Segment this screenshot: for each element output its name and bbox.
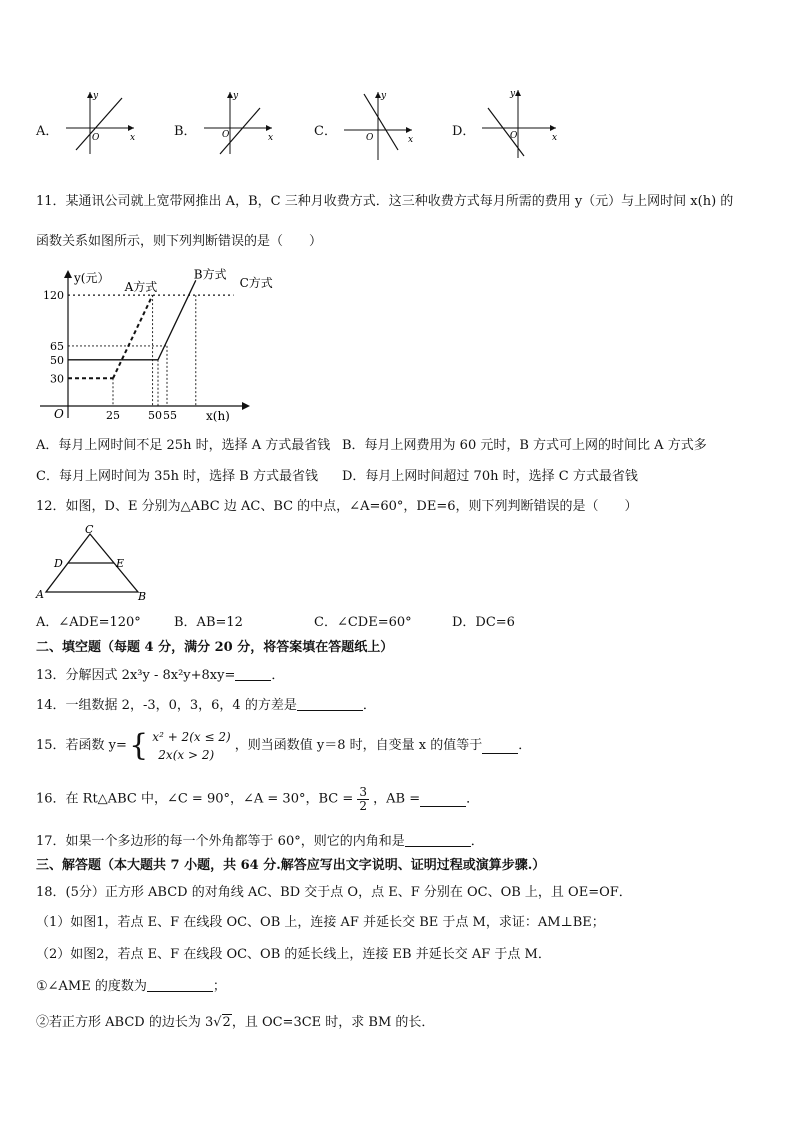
q16-text-2: ，AB = [373,791,421,807]
q14-text: 14．一组数据 2，-3，0，3，6，4 的方差是 [36,698,297,713]
axis-y-label: y [381,91,387,101]
axis-y-label: y [93,91,99,101]
q10-option-a-label: A． [36,124,59,139]
q13-answer-blank[interactable] [235,666,271,681]
axis-x-label: x [552,133,558,143]
q11-option-d: D．每月上网时间超过 70h 时，选择 C 方式最省钱 [342,469,638,484]
q11-stem-line1: 11．某通讯公司就上宽带网推出 A，B，C 三种月收费方式．这三种收费方式每月所需的费用 y（元）与上网时间 x(h) 的 [36,194,734,209]
axis-x-label: x [130,133,136,143]
vertex-label-c: C [85,523,94,536]
q18-part-2-2-text: ②若正方形 ABCD 的边长为 3 [36,1015,214,1030]
q18-part-2-1-end: ； [212,979,226,994]
q12-option-d: D．DC=6 [452,615,515,630]
axis-x-label: x [408,135,414,145]
origin-label: O [92,133,100,143]
vertex-label-a: A [36,588,44,601]
q10-graph-c [340,88,418,162]
x-tick-label: 25 [106,409,120,422]
q18-answer-blank[interactable] [147,977,213,992]
q16-text: 16．在 Rt△ABC 中，∠C = 90°，∠A = 30°，BC = [36,791,354,807]
q13-end: ． [271,668,285,683]
q12-option-c: C．∠CDE=60° [314,615,412,630]
y-tick-label: 65 [50,339,64,353]
q18-part-2-2-text-2: ，且 OC=3CE 时，求 BM 的长． [231,1015,435,1030]
q15-end: ． [518,738,532,753]
section-2-heading: 二、填空题（每题 4 分，满分 20 分，将答案填在答题纸上） [36,640,394,655]
q15-case-1: x² + 2(x ≤ 2) [152,730,231,744]
y-tick-label: 30 [50,372,64,386]
vertex-label-b: B [138,590,147,603]
q18-stem: 18．(5分）正方形 ABCD 的对角线 AC、BD 交于点 O，点 E、F 分别在 OC、OB 上，且 OE=OF． [36,885,632,900]
q15-text: 15．若函数 y= [36,738,127,753]
q16-fraction-denominator: 2 [359,799,368,813]
q11-option-a: A．每月上网时间不足 25h 时，选择 A 方式最省钱 [36,438,331,453]
y-axis-arrow [64,270,72,278]
x-axis-arrow [242,402,250,410]
q17-answer-blank[interactable] [405,832,471,847]
q10-graph-b [200,88,278,158]
point-label-d: D [54,557,63,570]
q15-cases [152,728,230,764]
q16-answer-blank[interactable] [420,792,466,807]
q13-text: 13．分解因式 2x³y - 8x²y+8xy= [36,668,236,683]
series-label-2: B方式 [193,267,227,282]
point-label-e: E [116,557,125,570]
x-tick-label: 50 [148,409,162,422]
q17 [36,832,484,851]
q12-triangle-figure [34,524,154,602]
origin-label: O [366,133,374,143]
origin-label: O [510,131,518,141]
y-axis-label: y(元） [74,271,110,285]
q15-answer-blank[interactable] [482,739,518,754]
q14 [36,696,376,715]
q15-text-2: ，则当函数值 y＝8 时，自变量 x 的值等于 [234,738,483,753]
q18-part-1: （1）如图1，若点 E、F 在线段 OC、OB 上，连接 AF 并延长交 BE 于点 M，求证：AM⊥BE； [36,915,605,930]
series-1-segment [113,295,153,378]
axis-y-label: y [233,91,239,101]
q10-option-d-label: D． [452,124,476,139]
y-tick-label: 120 [43,289,64,303]
sqrt-radicand: 2 [222,1015,231,1030]
origin-label: O [222,130,230,140]
q12-option-b: B．AB=12 [174,615,243,630]
x-axis-label: x(h) [206,409,230,423]
q10-option-b-label: B． [174,124,197,139]
q10-graph-d [478,86,562,160]
q17-text: 17．如果一个多边形的每一个外角都等于 60°，则它的内角和是 [36,834,405,849]
q15-case-2: 2x(x > 2) [158,748,215,762]
axis-y-label: y [510,89,516,99]
y-tick-label: 50 [50,353,64,367]
q16-fraction [357,786,369,813]
q18-part-2-2 [36,1014,434,1032]
q18-part-2: （2）如图2，若点 E、F 在线段 OC、OB 的延长线上，连接 EB 并延长交 AF 于点 M． [36,947,551,962]
q11-option-b: B．每月上网费用为 60 元时，B 方式可上网的时间比 A 方式多 [342,438,707,453]
series-label-1: A方式 [124,280,158,295]
axis-x-label: x [268,133,274,143]
q16-fraction-numerator: 3 [359,785,368,799]
q13 [36,666,284,685]
q16 [36,786,479,813]
q11-chart [36,262,273,424]
q15 [36,728,531,764]
q10-option-c-label: C． [314,124,337,139]
sqrt-sign: √ [213,1015,222,1030]
q12-stem: 12．如图，D、E 分别为△ABC 边 AC、BC 的中点，∠A=60°，DE=6，则下列判断错误的是（ ） [36,499,638,514]
q12-option-a: A．∠ADE=120° [36,615,141,630]
q11-stem-line2: 函数关系如图所示，则下列判断错误的是（ ） [36,234,323,249]
q14-answer-blank[interactable] [297,696,363,711]
q18-part-2-1-text: ①∠AME 的度数为 [36,979,147,994]
series-label-3: C方式 [239,276,273,291]
q18-part-2-1 [36,977,226,996]
x-tick-label: 55 [163,409,177,422]
q10-graph-a [62,88,140,158]
q11-option-c: C．每月上网时间为 35h 时，选择 B 方式最省钱 [36,469,318,484]
series-2-segment [158,280,196,359]
q15-brace: { [129,728,149,763]
section-3-heading: 三、解答题（本大题共 7 小题，共 64 分.解答应写出文字说明、证明过程或演算步骤.） [36,858,546,873]
q17-end: ． [470,834,484,849]
origin-label: O [54,407,64,421]
q16-end: ． [466,791,480,807]
q14-end: ． [362,698,376,713]
